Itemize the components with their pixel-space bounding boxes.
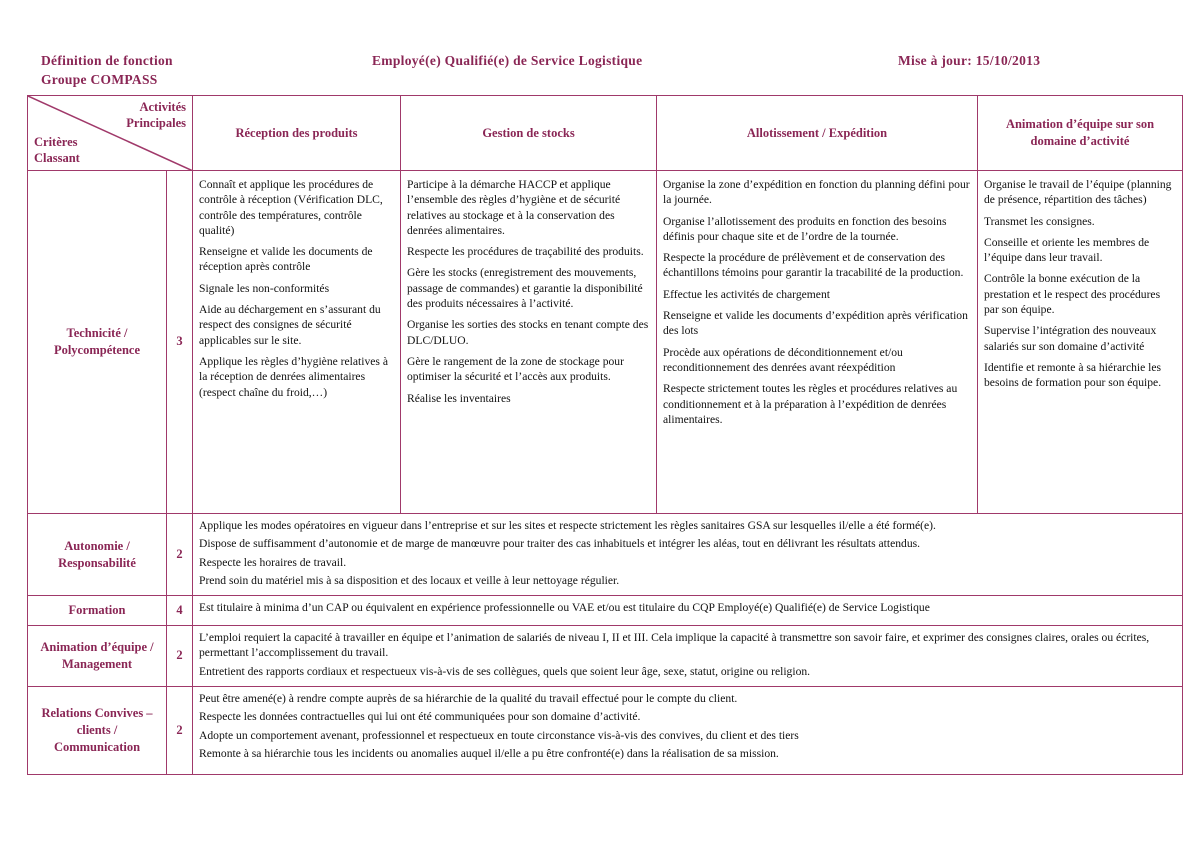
activity-item: Renseigne et valide les documents de réception après contrôle xyxy=(199,245,373,274)
activity-item: Transmet les consignes. xyxy=(984,214,1095,228)
criterion-description xyxy=(193,626,1183,687)
activity-item: Gère les stocks (enregistrement des mouvements, passage de commandes) et garantie la disponibilité des produits nécessaires à l’activité. xyxy=(407,266,643,311)
criterion-level: 2 xyxy=(167,626,193,687)
criteria-label: Critères Classant xyxy=(34,135,80,165)
criterion-label: Animation d’équipe / Management xyxy=(28,626,167,687)
criterion-level: 4 xyxy=(167,596,193,626)
group-name: Groupe COMPASS xyxy=(41,72,158,87)
activity-item: Signale les non-conformités xyxy=(199,281,330,295)
activity-item: Identifie et remonte à sa hiérarchie les besoins de formation pour son équipe. xyxy=(984,360,1162,390)
description-line: Adopte un comportement avenant, professionnel et respectueux en toute circonstance vis-à-vis des convives, du client et des tiers xyxy=(199,728,799,742)
description-line: Remonte à sa hiérarchie tous les incidents ou anomalies auquel il/elle a pu être confronté(e) dans la réalisation de sa mission. xyxy=(199,746,779,760)
criterion-level: 3 xyxy=(167,171,193,514)
criterion-level: 2 xyxy=(167,687,193,775)
activity-cell xyxy=(657,171,978,514)
column-header: Réception des produits xyxy=(193,96,401,171)
criterion-label: Relations Convives – clients / Communication xyxy=(28,687,167,775)
activity-item: Respecte la procédure de prélèvement et de conservation des échantillons témoins pour garantir la tracabilité de la production. xyxy=(663,251,964,280)
criterion-description xyxy=(193,514,1183,596)
activity-item: Gère le rangement de la zone de stockage pour optimiser la sécurité et l’accès aux produits. xyxy=(407,354,624,384)
activity-item: Supervise l’intégration des nouveaux salariés sur son domaine d’activité xyxy=(984,324,1157,353)
job-definition-table xyxy=(27,95,1183,775)
update-date: Mise à jour: 15/10/2013 xyxy=(898,53,1041,68)
activity-item: Renseigne et valide les documents d’expédition après vérification des lots xyxy=(663,309,968,338)
activity-item: Connaît et applique les procédures de contrôle à réception (Vérification DLC, contrôle des températures, contrôle qualité) xyxy=(199,178,383,237)
description-line: Applique les modes opératoires en vigueur dans l’entreprise et sur les sites et respecte strictement les règles sanitaires GSA sur lesquelles il/elle a été formé(e). xyxy=(199,519,936,532)
criterion-label: Formation xyxy=(28,596,167,626)
description-line: Entretient des rapports cordiaux et respectueux vis-à-vis de ses collègues, quels que soient leur âge, sexe, statut, origine ou religion. xyxy=(199,664,811,678)
activity-cell xyxy=(978,171,1183,514)
activity-item: Contrôle la bonne exécution de la prestation et le respect des procédures par son équipe. xyxy=(984,272,1161,317)
description-line: L’emploi requiert la capacité à travailler en équipe et l’animation de salariés de niveau I, II et III. Cela implique la capacité à transmettre son savoir faire, et exprimer des consignes claires, orales ou écrites, permettant l’accomplissement du travail. xyxy=(199,631,1150,660)
activity-cell xyxy=(401,171,657,514)
activities-label: Activités Principales xyxy=(126,100,186,130)
criterion-description xyxy=(193,687,1183,775)
activity-item: Respecte les procédures de traçabilité des produits. xyxy=(407,245,644,259)
doc-type: Définition de fonction xyxy=(41,53,173,68)
corner-cell xyxy=(28,96,193,171)
description-line: Peut être amené(e) à rendre compte auprès de sa hiérarchie de la qualité du travail effectué pour le compte du client. xyxy=(199,692,738,706)
activity-item: Organise les sorties des stocks en tenant compte des DLC/DLUO. xyxy=(407,318,649,347)
description-line: Est titulaire à minima d’un CAP ou équivalent en expérience professionnelle ou VAE et/ou est titulaire du CQP Employé(e) Qualifié(e) de Service Logistique xyxy=(199,601,930,615)
activity-item: Participe à la démarche HACCP et applique l’ensemble des règles d’hygiène et de sécurité relatives au stockage et à la conservation des denrées alimentaires. xyxy=(407,178,621,237)
description-line: Respecte les données contractuelles qui lui ont été communiquées pour son domaine d’activité. xyxy=(199,710,641,724)
criterion-level: 2 xyxy=(167,514,193,596)
activity-item: Respecte strictement toutes les règles et procédures relatives au conditionnement et à la préparation à l’expédition de denrées alimentaires. xyxy=(663,382,958,426)
activity-item: Organise le travail de l’équipe (planning de présence, répartition des tâches) xyxy=(984,178,1172,207)
activity-cell xyxy=(193,171,401,514)
criterion-label: Autonomie / Responsabilité xyxy=(28,514,167,596)
activity-item: Organise l’allotissement des produits en fonction des besoins définis pour chaque site et de l’ordre de la tournée. xyxy=(663,214,947,243)
activity-item: Procède aux opérations de déconditionnement et/ou reconditionnement des denrées avant réexpédition xyxy=(663,345,903,374)
description-line: Prend soin du matériel mis à sa disposition et des locaux et veille à leur nettoyage régulier. xyxy=(199,573,620,587)
description-line: Respecte les horaires de travail. xyxy=(199,555,347,569)
activity-item: Aide au déchargement en s’assurant du respect des consignes de sécurité applicables sur le site. xyxy=(199,303,381,347)
job-title: Employé(e) Qualifié(e) de Service Logistique xyxy=(372,53,643,68)
column-header: Allotissement / Expédition xyxy=(657,96,978,171)
criterion-label: Technicité / Polycompétence xyxy=(28,171,167,514)
column-header: Gestion de stocks xyxy=(401,96,657,171)
activity-item: Conseille et oriente les membres de l’équipe dans leur travail. xyxy=(984,235,1150,265)
description-line: Dispose de suffisamment d’autonomie et de marge de manœuvre pour traiter des cas inhabituels et intégrer les aléas, tout en délivrant les résultats attendus. xyxy=(199,537,921,551)
column-header: Animation d’équipe sur son domaine d’activité xyxy=(978,96,1183,171)
activity-item: Organise la zone d’expédition en fonction du planning défini pour la journée. xyxy=(663,178,970,207)
activity-item: Réalise les inventaires xyxy=(407,391,511,405)
criterion-description xyxy=(193,596,1183,626)
activity-item: Effectue les activités de chargement xyxy=(663,287,830,301)
activity-item: Applique les règles d’hygiène relatives à la réception de denrées alimentaires (respect chaîne du froid,…) xyxy=(199,354,388,399)
